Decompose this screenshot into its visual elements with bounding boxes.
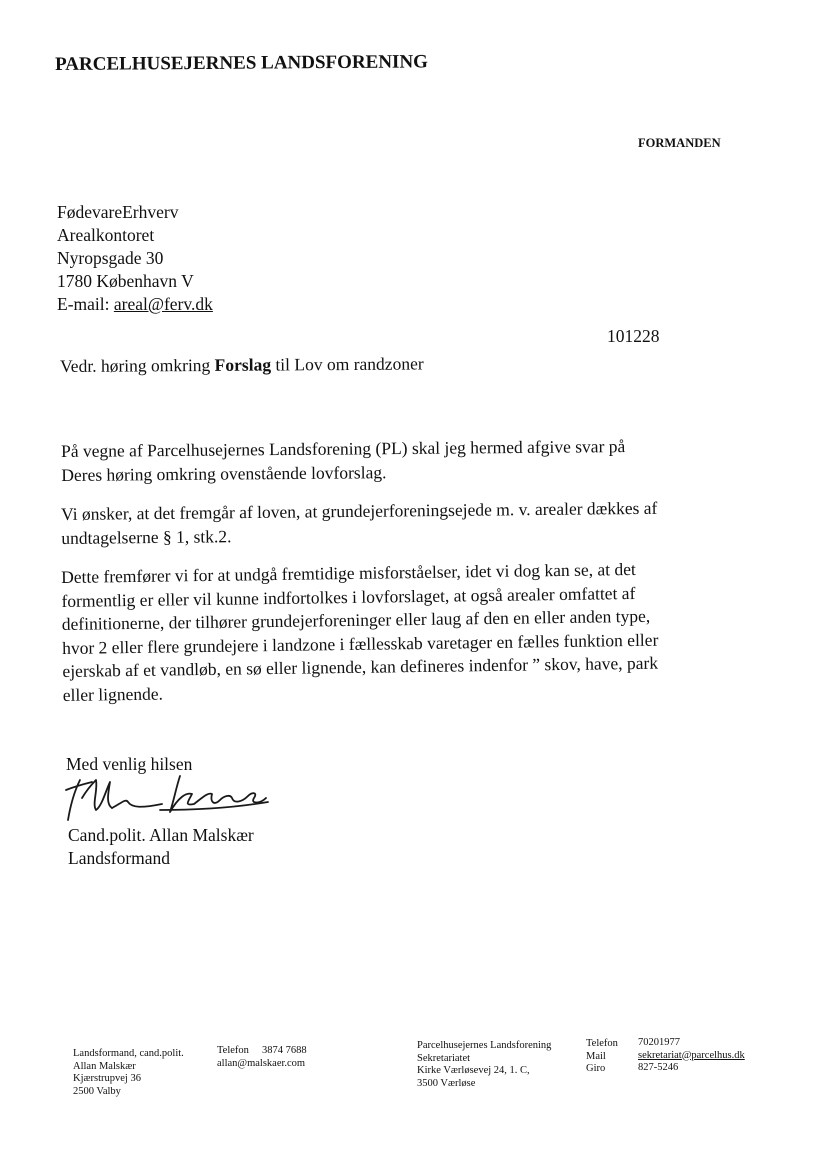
recipient-street: Nyropsgade 30 bbox=[57, 248, 164, 268]
phone-number: 3874 7688 bbox=[262, 1045, 307, 1056]
paragraph-1 bbox=[61, 434, 761, 487]
subject-prefix: Vedr. høring omkring bbox=[60, 354, 211, 376]
closing-greeting: Med venlig hilsen bbox=[66, 754, 193, 774]
signer-role: Landsformand bbox=[68, 848, 171, 868]
subject-line bbox=[60, 353, 424, 377]
subject-suffix: til Lov om randzoner bbox=[275, 353, 424, 375]
paragraph-line: ejerskab af et vandløb, en sø eller lignende, kan defineres indenfor ” skov, have, park bbox=[62, 652, 659, 681]
paragraph-line: Deres høring omkring ovenstående lovforslag. bbox=[61, 461, 387, 485]
footer-line: Kirke Værløsevej 24, 1. C, bbox=[417, 1065, 530, 1076]
footer-line: Sekretariatet bbox=[417, 1052, 471, 1064]
footer-mail-link[interactable]: sekretariat@parcelhus.dk bbox=[638, 1049, 745, 1061]
letter-date: 101228 bbox=[607, 326, 660, 346]
recipient-department: Arealkontoret bbox=[57, 225, 155, 245]
footer-secretariat-address bbox=[417, 1040, 551, 1090]
paragraph-line: definitionerne, der tilhører grundejerforeninger eller laug af den en eller anden type, bbox=[61, 605, 651, 634]
paragraph-line: undtagelserne § 1, stk.2. bbox=[61, 525, 232, 548]
paragraph-line: eller lignende. bbox=[62, 683, 164, 705]
paragraph-line: formentlig er eller vil kunne indfortolkes i lovforslaget, at også arealer omfattet af bbox=[61, 582, 636, 611]
footer-line: 3500 Værløse bbox=[417, 1077, 476, 1089]
signer-title: Cand.polit. Allan Malskær bbox=[68, 825, 254, 845]
recipient-email-line bbox=[57, 293, 213, 316]
footer-giro-label: Giro bbox=[586, 1063, 606, 1074]
email-label: E-mail: bbox=[57, 294, 110, 314]
footer-phone-label: Telefon bbox=[586, 1038, 618, 1049]
footer-chairman-contact bbox=[217, 1045, 307, 1070]
footer-mail-label: Mail bbox=[586, 1050, 606, 1062]
footer-phone: 70201977 bbox=[638, 1037, 680, 1048]
footer-secretariat-values bbox=[638, 1037, 745, 1075]
handwritten-signature bbox=[62, 768, 282, 828]
paragraph-3 bbox=[61, 556, 763, 707]
footer-giro: 827-5246 bbox=[638, 1062, 679, 1073]
phone-label: Telefon bbox=[217, 1045, 249, 1056]
paragraph-line: hvor 2 eller flere grundejere i landzone i fællesskab varetager en fælles funktion eller bbox=[61, 629, 659, 658]
paragraph-2 bbox=[61, 496, 761, 550]
sender-role: FORMANDEN bbox=[638, 136, 721, 150]
recipient-email-link[interactable]: areal@ferv.dk bbox=[113, 294, 213, 314]
subject-bold: Forslag bbox=[214, 354, 272, 375]
paragraph-line: Vi ønsker, at det fremgår af loven, at grundejerforeningsejede m. v. arealer dækkes af bbox=[61, 497, 658, 524]
footer-chairman-address bbox=[73, 1048, 184, 1098]
organization-heading: PARCELHUSEJERNES LANDSFORENING bbox=[55, 51, 428, 75]
signer-block bbox=[68, 824, 254, 870]
footer-line: Allan Malskær bbox=[73, 1060, 136, 1072]
footer-line: Kjærstrupvej 36 bbox=[73, 1073, 141, 1084]
paragraph-line: Dette fremfører vi for at undgå fremtidige misforståelser, idet vi dog kan se, at det bbox=[61, 558, 636, 587]
recipient-city: 1780 København V bbox=[57, 271, 194, 291]
footer-phone-row bbox=[217, 1045, 307, 1058]
footer-line: Parcelhusejernes Landsforening bbox=[417, 1040, 552, 1051]
footer-line: Landsformand, cand.polit. bbox=[73, 1048, 184, 1059]
footer-line: 2500 Valby bbox=[73, 1085, 121, 1097]
footer-secretariat-labels bbox=[586, 1038, 618, 1076]
recipient-name: FødevareErhverv bbox=[57, 202, 179, 222]
paragraph-line: På vegne af Parcelhusejernes Landsforening (PL) skal jeg hermed afgive svar på bbox=[61, 436, 626, 461]
footer-email: allan@malskaer.com bbox=[217, 1057, 306, 1069]
